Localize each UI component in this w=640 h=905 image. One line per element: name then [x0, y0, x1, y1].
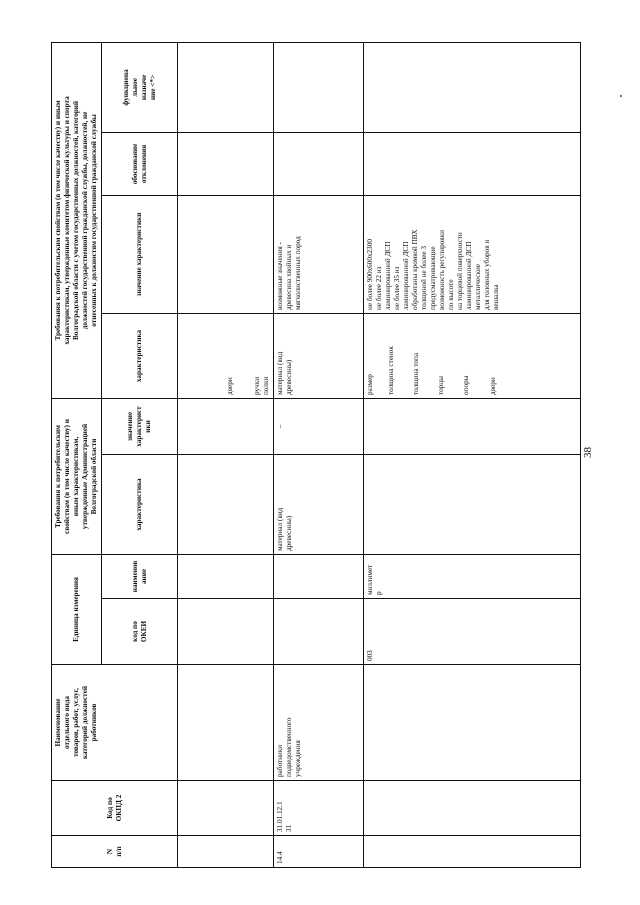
header-unit: Единица измерения	[52, 554, 102, 664]
cell-com-val-list: не более 900х600х2300 не более 22 из ламинированной ДСП не более 35 из ламинированной ДСП обработаны кромкой ПВХ толщиной не более 3 предусматривающие возможность регулировки по высоте на торцевой поверхности ламинированной ДСП металлические для головных уборов и вешалка	[364, 195, 581, 313]
cell-com-char: материал (вид древесины)	[274, 313, 364, 398]
requirements-table	[51, 42, 581, 868]
cell-unit-code: 003	[364, 599, 581, 665]
cell-com-val: возможные значения - древесина хвойных и мягколиственных пород	[274, 195, 364, 313]
header-num: N п/п	[52, 836, 178, 868]
header-okpd: Код по ОКПД 2	[52, 781, 178, 836]
page-number: 38	[582, 447, 594, 458]
header-unit-code: код по ОКЕИ	[102, 599, 178, 665]
table-row	[364, 42, 581, 867]
header-admin-char: характеристика	[102, 454, 178, 554]
cell-okpd: 31.01.12.1 31	[274, 781, 364, 836]
cell-name: работники подведомственного учреждения	[274, 665, 364, 781]
header-unit-name: наименов ание	[102, 554, 178, 598]
header-admin-val: значение характерист ики	[102, 398, 178, 454]
cell-admin-char: материал (вид древесины)	[274, 454, 364, 554]
cell-num: 14.4	[274, 836, 364, 868]
cell-unit-name: миллимет р	[364, 554, 581, 598]
cell-com-char-list: размер толщина стенок толщина топа торцы опоры двери	[364, 313, 581, 398]
header-com-func: функциона льное назначе ние <*>	[102, 42, 178, 132]
header-req-committee: Требования к потребительским свойствам (в том числе качеству) и иным характеристикам, утвержденные комитетом физической культуры и спорта Волгоградской области с учетом государственных должностей, категорий должностей государственной гражданской службы, должностей, не отнесенных к должностям государственной гражданской службы	[52, 42, 102, 398]
header-name: Наименование отдельного вида товаров, работ, услуг, категорий должностей работников	[52, 665, 178, 781]
header-req-admin: Требования к потребительским свойствам (в том числе качеству) и иным характеристикам, утвержденные Администрацией Волгоградской области	[52, 398, 102, 554]
table-row	[178, 42, 274, 867]
header-com-just: обоснование отклонения	[102, 132, 178, 195]
table-row	[274, 42, 364, 867]
cell-items: двери ручки полки	[178, 313, 274, 398]
cell-admin-val: –	[274, 398, 364, 454]
header-com-val: значение характеристики	[102, 195, 178, 313]
header-com-char: характеристика	[102, 313, 178, 398]
scan-speck	[620, 95, 622, 97]
